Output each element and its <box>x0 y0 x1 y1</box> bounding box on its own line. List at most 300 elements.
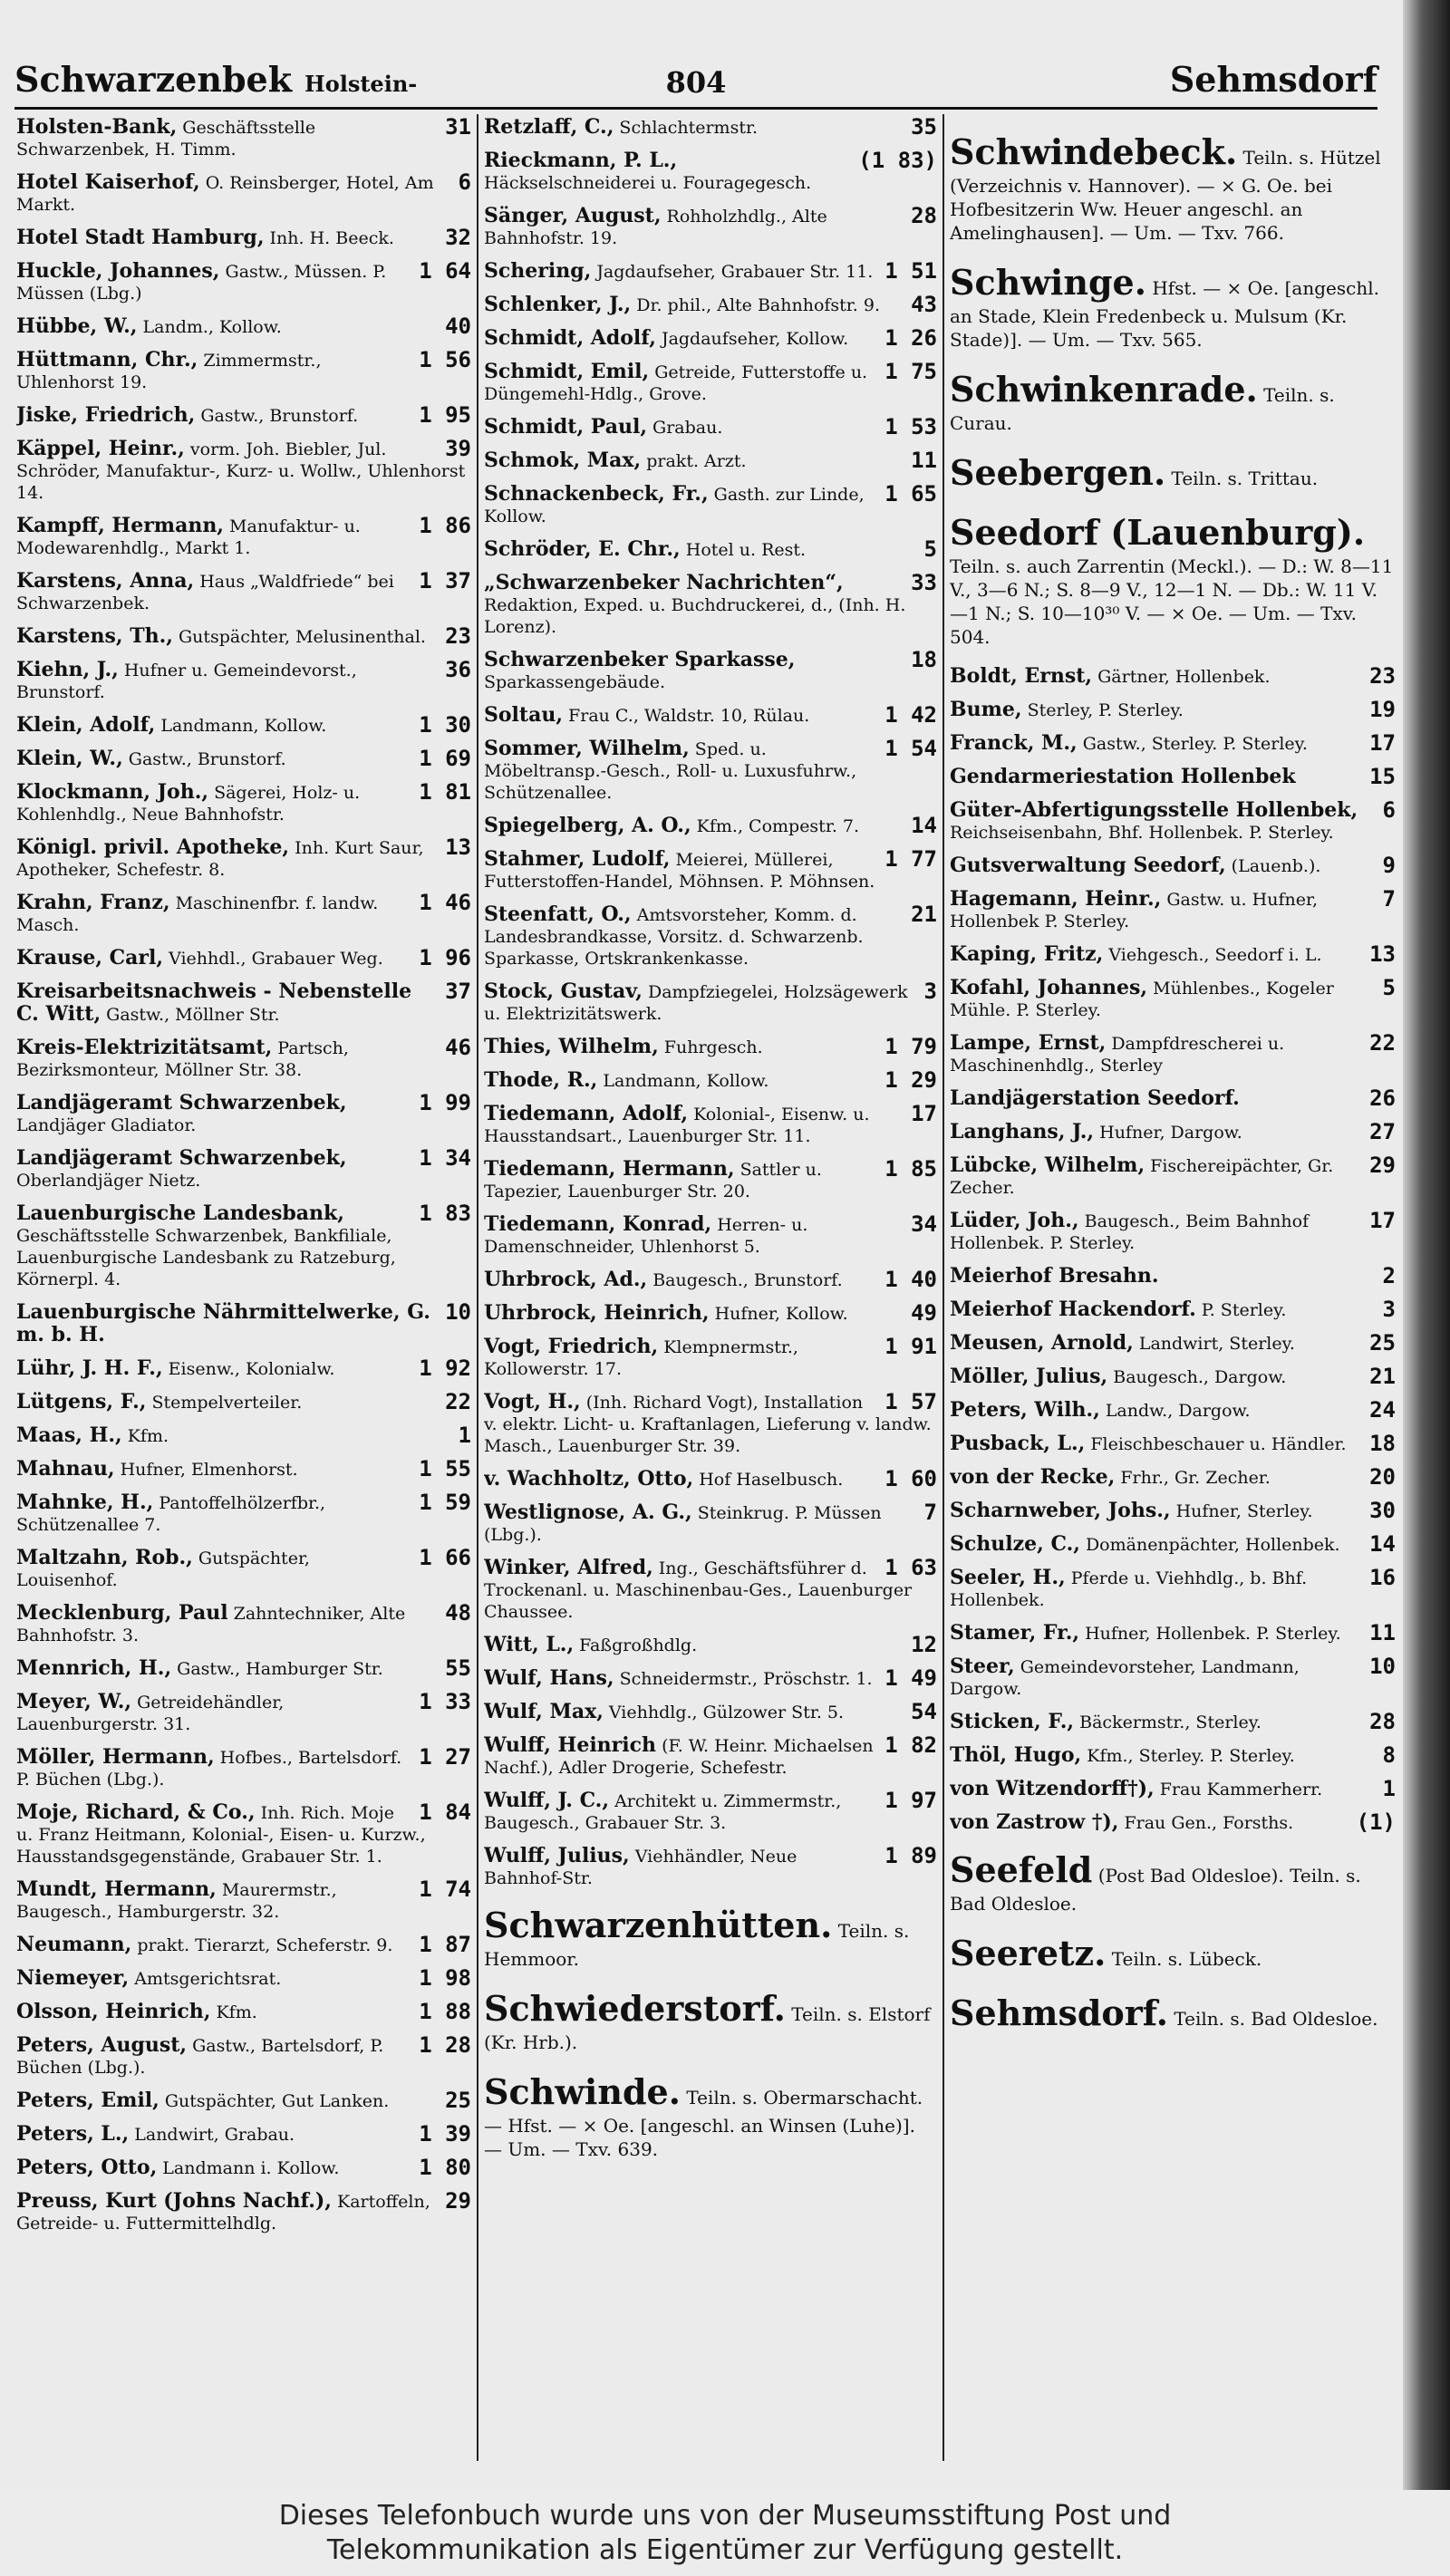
header-right-title: Sehmsdorf <box>1169 59 1378 100</box>
list-item <box>16 1801 471 1867</box>
entry-detail: Gastw., Möllner Str. <box>106 1005 280 1025</box>
entry-name: Kreisarbeitsnachweis - Nebenstelle C. Witt, <box>16 979 412 1026</box>
entry-name: Thode, R., <box>484 1068 598 1092</box>
phone-number: 18 <box>1369 1431 1396 1456</box>
entry-detail: Gutspächter, Gut Lanken. <box>164 2091 390 2111</box>
entry-detail: Meierei, Müllerei, Futterstoffen-Handel, Möhnsen. P. Möhnsen. <box>484 850 875 892</box>
entry-name: Sticken, F., <box>950 1710 1075 1733</box>
entry-detail: Partsch, Bezirksmonteur, Möllner Str. 38. <box>16 1038 349 1080</box>
list-item <box>16 1458 471 1481</box>
phone-number: 1 64 <box>419 258 471 284</box>
list-item <box>16 2089 471 2112</box>
list-item <box>16 1147 471 1192</box>
entry-name: Hübbe, W., <box>16 314 138 338</box>
entry-detail: Jagdaufseher, Kollow. <box>661 329 849 349</box>
list-item <box>950 1744 1396 1767</box>
entry-detail: Fischereipächter, Gr. Zecher. <box>950 1156 1334 1198</box>
entry-detail: Kfm. <box>127 1426 169 1446</box>
phone-number: 37 <box>445 979 471 1004</box>
phone-number: 1 33 <box>419 1689 471 1714</box>
header-left-sub: Holstein- <box>304 71 418 97</box>
list-item <box>16 438 471 504</box>
entry-detail: Getreide, Futterstoffe u. Düngemehl-Hdlg., Grove. <box>484 362 868 404</box>
entry-name: Schröder, E. Chr., <box>484 537 681 561</box>
entry-name: Meierhof Bresahn. <box>950 1264 1159 1288</box>
phone-number: 3 <box>1382 1297 1396 1322</box>
phone-number: 11 <box>911 448 937 473</box>
entry-detail: Gastw. u. Hufner, Hollenbek P. Sterley. <box>950 890 1318 931</box>
phone-number: 1 54 <box>884 736 937 761</box>
list-item <box>484 1701 937 1723</box>
entry-detail: prakt. Tierarzt, Scheferstr. 9. <box>137 1935 393 1955</box>
place-detail: Teiln. s. auch Zarrentin (Meckl.). — D.: W. 8—11 V., 3—6 N.; S. 8—9 V., 12—1 N. — Db.: W. 11 V.—1 N.; S. 10—10³⁰ V. — × Oe. — Um. — Txv. 504. <box>950 555 1394 648</box>
entry-name: Sommer, Wilhelm, <box>484 737 690 760</box>
place-detail: Teiln. s. Trittau. <box>1171 468 1319 489</box>
place-name: Schwinde. <box>484 2071 681 2112</box>
phone-number: 25 <box>445 2088 471 2113</box>
phone-number: 1 65 <box>884 481 937 507</box>
entry-detail: Bäckermstr., Sterley. <box>1079 1713 1262 1732</box>
phone-number: 1 83 <box>419 1201 471 1226</box>
phone-number: 1 95 <box>419 402 471 428</box>
entry-name: Karstens, Th., <box>16 624 173 648</box>
entry-name: Steenfatt, O., <box>484 902 632 926</box>
list-item <box>16 315 471 338</box>
phone-number: 23 <box>445 623 471 649</box>
list-item <box>950 1500 1396 1522</box>
entry-detail: Eisenw., Kolonialw. <box>168 1359 335 1379</box>
entry-name: Moje, Richard, & Co., <box>16 1800 256 1824</box>
phone-number: 1 39 <box>419 2121 471 2147</box>
place-heading-block <box>950 451 1396 495</box>
entry-detail: Dampfdrescherei u. Maschinenhdlg., Sterley <box>950 1034 1285 1076</box>
list-item <box>950 766 1396 788</box>
list-item <box>950 1365 1396 1388</box>
entry-detail: Landm., Kollow. <box>142 317 282 337</box>
entry-detail: P. Sterley. <box>1201 1300 1287 1320</box>
entry-detail: Amtsgerichtsrat. <box>134 1969 282 1989</box>
phone-number: 1 77 <box>884 846 937 872</box>
list-item <box>950 1087 1396 1110</box>
phone-number: 1 30 <box>419 712 471 738</box>
phone-number: 1 91 <box>884 1334 937 1359</box>
entry-detail: Grabau. <box>652 418 723 438</box>
place-heading-block <box>950 1848 1396 1915</box>
list-item <box>16 1491 471 1536</box>
entry-detail: Gasth. zur Linde, Kollow. <box>484 485 865 526</box>
list-item <box>950 1399 1396 1422</box>
entry-detail: Sterley, P. Sterley. <box>1027 700 1184 720</box>
entry-name: Tiedemann, Konrad, <box>484 1212 712 1236</box>
entry-detail: Dampfziegelei, Holzsägewerk u. Elektrizitätswerk. <box>484 982 908 1024</box>
phone-number: 23 <box>1369 663 1396 689</box>
phone-number: 1 79 <box>884 1034 937 1059</box>
list-item <box>484 205 937 249</box>
entry-detail: Kfm. <box>216 2002 257 2022</box>
entry-detail: Sattler u. Tapezier, Lauenburger Str. 20. <box>484 1160 822 1201</box>
phone-number: 33 <box>911 570 937 595</box>
list-item <box>484 1790 937 1834</box>
phone-number: 1 34 <box>419 1145 471 1171</box>
list-item <box>16 1602 471 1646</box>
entry-name: Schulze, C., <box>950 1532 1080 1556</box>
footer-line-1: Dieses Telefonbuch wurde uns von der Museumsstiftung Post und <box>278 2500 1172 2532</box>
list-item <box>16 1357 471 1380</box>
phone-number: 1 88 <box>419 1999 471 2024</box>
entry-detail: Faßgroßhdlg. <box>579 1635 698 1655</box>
list-item <box>16 227 471 249</box>
list-item <box>16 2034 471 2079</box>
place-name: Schwiederstorf. <box>484 1988 786 2029</box>
phone-number: 14 <box>911 813 937 838</box>
phone-number: 34 <box>911 1211 937 1237</box>
entry-detail: Baugesch., Dargow. <box>1113 1367 1287 1387</box>
phone-number: 31 <box>445 116 471 140</box>
entry-detail: Schlachtermstr. <box>619 118 758 138</box>
list-item <box>950 1622 1396 1645</box>
entry-name: Lüder, Joh., <box>950 1209 1079 1232</box>
place-heading-block <box>484 2070 937 2161</box>
entry-name: Klockmann, Joh., <box>16 780 209 804</box>
list-item <box>16 892 471 936</box>
entry-detail: Landw., Dargow. <box>1105 1401 1251 1421</box>
entry-detail: vorm. Joh. Biebler, Jul. Schröder, Manufaktur-, Kurz- u. Wollw., Uhlenhorst 14. <box>16 439 466 503</box>
entry-detail: (Lauenb.). <box>1231 856 1321 876</box>
entry-name: Tiedemann, Hermann, <box>484 1157 735 1181</box>
phone-number: 1 63 <box>884 1555 937 1580</box>
entry-name: Niemeyer, <box>16 1966 130 1990</box>
column-rule <box>477 114 478 2461</box>
list-item <box>484 449 937 472</box>
entry-name: Krahn, Franz, <box>16 891 170 914</box>
entry-name: Lauenburgische Nährmittelwerke, G. m. b. H. <box>16 1300 430 1346</box>
entry-detail: Hufner, Hollenbek. P. Sterley. <box>1085 1624 1341 1644</box>
list-item <box>950 732 1396 755</box>
entry-detail: Dr. phil., Alte Bahnhofstr. 9. <box>636 295 881 315</box>
phone-number: 11 <box>1369 1620 1396 1645</box>
list-item <box>16 2190 471 2234</box>
entry-name: Pusback, L., <box>950 1432 1086 1455</box>
entry-name: Witt, L., <box>484 1633 575 1656</box>
entry-detail: Viehhdlg., Gülzower Str. 5. <box>608 1703 845 1722</box>
entry-detail: Gutspächter, Louisenhof. <box>16 1548 310 1590</box>
entry-detail: Inh. Kurt Saur, Apotheker, Schefestr. 8. <box>16 838 424 880</box>
entry-name: Neumann, <box>16 1933 132 1956</box>
place-detail: Teiln. s. Elstorf (Kr. Hrb.). <box>484 2003 931 2053</box>
phone-number: 17 <box>1369 1208 1396 1233</box>
phone-number: 27 <box>1369 1119 1396 1144</box>
entry-detail: Gärtner, Hollenbek. <box>1097 667 1271 687</box>
entry-name: Käppel, Heinr., <box>16 437 185 460</box>
entry-name: Scharnweber, Johs., <box>950 1499 1171 1522</box>
phone-number: 6 <box>1382 797 1396 823</box>
entry-name: Schmidt, Emil, <box>484 360 650 383</box>
entry-name: Schmok, Max, <box>484 449 642 472</box>
list-item <box>950 699 1396 721</box>
list-item <box>950 943 1396 966</box>
entry-detail: Gastw., Bartelsdorf, P. Büchen (Lbg.). <box>16 2036 384 2078</box>
page-header <box>14 53 1378 110</box>
phone-number: 13 <box>1369 941 1396 967</box>
entry-detail: Baugesch., Beim Bahnhof Hollenbek. P. Sterley. <box>950 1211 1310 1253</box>
phone-number: 1 53 <box>884 414 937 439</box>
phone-number: 16 <box>1369 1565 1396 1590</box>
entry-name: Lampe, Ernst, <box>950 1031 1107 1055</box>
place-name: Sehmsdorf. <box>950 1992 1169 2033</box>
phone-number: 7 <box>1382 886 1396 912</box>
phone-number: 13 <box>445 835 471 860</box>
entry-name: Rieckmann, P. L., <box>484 149 678 172</box>
entry-detail: Hufner, Sterley. <box>1175 1501 1313 1521</box>
entry-name: Tiedemann, Adolf, <box>484 1102 689 1125</box>
list-item <box>950 977 1396 1021</box>
entry-detail: Pferde u. Viehhdlg., b. Bhf. Hollenbek. <box>950 1568 1308 1610</box>
entry-detail: Amtsvorsteher, Komm. d. Landesbrandkasse, Vorsitz. d. Schwarzenb. Sparkasse, Ortskrankenkasse. <box>484 905 864 969</box>
entry-detail: Fleischbeschauer u. Händler. <box>1090 1434 1347 1454</box>
list-item <box>484 327 937 350</box>
entry-name: Peters, L., <box>16 2122 130 2146</box>
list-item <box>16 1967 471 1990</box>
entry-detail: Häckselschneiderei u. Fouragegesch. <box>484 173 812 193</box>
list-item <box>484 903 937 970</box>
place-name: Seebergen. <box>950 452 1166 493</box>
phone-number: 1 56 <box>419 347 471 372</box>
entry-detail: Landmann i. Kollow. <box>162 2158 340 2178</box>
list-item <box>484 538 937 561</box>
list-item <box>950 1298 1396 1321</box>
list-item <box>950 1332 1396 1355</box>
phone-number: 21 <box>911 902 937 927</box>
place-heading-block <box>950 368 1396 435</box>
phone-number: 1 74 <box>419 1877 471 1902</box>
list-item <box>950 1567 1396 1611</box>
entry-detail: Mühlenbes., Kogeler Mühle. P. Sterley. <box>950 979 1334 1020</box>
place-name: Seedorf (Lauenburg). <box>950 512 1366 553</box>
place-detail: (Post Bad Oldesloe). Teiln. s. Bad Oldesloe. <box>950 1865 1361 1915</box>
list-item <box>950 1154 1396 1199</box>
phone-number: 18 <box>911 647 937 672</box>
list-item <box>484 704 937 727</box>
phone-number: 25 <box>1369 1330 1396 1356</box>
entry-detail: Jagdaufseher, Grabauer Str. 11. <box>596 262 874 282</box>
entry-name: Schmidt, Paul, <box>484 415 647 439</box>
phone-number: 1 99 <box>419 1090 471 1115</box>
list-item <box>16 1934 471 1956</box>
list-item <box>16 1691 471 1735</box>
list-item <box>484 1103 937 1147</box>
entry-name: Olsson, Heinrich, <box>16 2000 211 2023</box>
page-number: 804 <box>665 65 727 100</box>
place-detail: Teiln. s. Hemmoor. <box>484 1920 910 1970</box>
entry-name: Gendarmeriestation Hollenbek <box>950 765 1296 788</box>
list-item <box>950 1032 1396 1076</box>
list-item <box>950 1655 1396 1700</box>
entry-detail: (F. W. Heinr. Michaelsen Nachf.), Adler Drogerie, Schefestr. <box>484 1736 874 1778</box>
entry-name: Wulff, Julius, <box>484 1844 630 1867</box>
phone-number: 32 <box>445 225 471 250</box>
entry-name: Kiehn, J., <box>16 658 119 681</box>
phone-number: 36 <box>445 657 471 682</box>
phone-number: 22 <box>445 1389 471 1414</box>
entry-name: Spiegelberg, A. O., <box>484 814 691 837</box>
entry-detail: Viehgesch., Seedorf i. L. <box>1108 945 1322 965</box>
place-name: Seeretz. <box>950 1933 1107 1973</box>
entry-name: Stamer, Fr., <box>950 1621 1080 1645</box>
list-item <box>16 625 471 648</box>
entry-name: Huckle, Johannes, <box>16 259 220 283</box>
entry-detail: O. Reinsberger, Hotel, Am Markt. <box>16 173 434 215</box>
phone-number: 3 <box>923 979 937 1004</box>
column-2 <box>484 116 937 2472</box>
list-item <box>950 1210 1396 1254</box>
entry-name: Uhrbrock, Ad., <box>484 1268 648 1291</box>
list-item <box>16 1202 471 1290</box>
entry-name: Langhans, J., <box>950 1120 1095 1143</box>
list-item <box>484 1634 937 1656</box>
list-item <box>16 349 471 393</box>
list-item <box>16 404 471 427</box>
entry-name: Peters, Emil, <box>16 2089 160 2112</box>
entry-detail: Haus „Waldfriede“ bei Schwarzenbek. <box>16 572 394 613</box>
list-item <box>484 1667 937 1690</box>
entry-name: Peters, Wilh., <box>950 1398 1100 1422</box>
entry-name: Seeler, H., <box>950 1566 1066 1589</box>
place-name: Seefeld <box>950 1849 1093 1890</box>
phone-number: 14 <box>1369 1531 1396 1557</box>
list-item <box>950 888 1396 932</box>
list-item <box>16 1547 471 1591</box>
entry-detail: Zahntechniker, Alte Bahnhofstr. 3. <box>16 1604 406 1645</box>
entry-name: Hotel Stadt Hamburg, <box>16 226 265 249</box>
phone-number: 1 27 <box>419 1744 471 1770</box>
column-rule <box>942 114 944 2461</box>
list-item <box>484 980 937 1025</box>
entry-name: von Witzendorff†), <box>950 1777 1155 1800</box>
phone-number: 54 <box>911 1699 937 1724</box>
list-item <box>484 1845 937 1889</box>
phone-number: 1 51 <box>884 258 937 284</box>
entry-name: Preuss, Kurt (Johns Nachf.), <box>16 2189 332 2213</box>
place-detail: Teiln. s. Obermarschacht. — Hfst. — × Oe. [angeschl. an Winsen (Luhe)]. — Um. — Txv. 639. <box>484 2087 923 2160</box>
phone-number: 43 <box>911 292 937 317</box>
phone-number: 1 55 <box>419 1456 471 1481</box>
entry-detail: Getreidehändler, Lauenburgerstr. 31. <box>16 1693 285 1734</box>
entry-detail: Hufner, Dargow. <box>1099 1123 1242 1143</box>
phone-number: 2 <box>1382 1263 1396 1288</box>
entry-name: Thies, Wilhelm, <box>484 1035 659 1058</box>
header-left-title: Schwarzenbek <box>14 59 293 100</box>
entry-name: Uhrbrock, Heinrich, <box>484 1301 710 1325</box>
entry-name: Mahnke, H., <box>16 1491 154 1514</box>
list-item <box>484 815 937 837</box>
phone-number: 1 87 <box>419 1932 471 1957</box>
place-name: Schwindebeck. <box>950 131 1238 172</box>
phone-number: 1 85 <box>884 1156 937 1182</box>
list-item <box>16 781 471 825</box>
entry-detail: Inh. Rich. Moje u. Franz Heitmann, Kolonial-, Eisen- u. Kurzw., Hausstandsgegenstände, Grabauer Str. 1. <box>16 1803 426 1867</box>
entry-name: Krause, Carl, <box>16 946 164 970</box>
list-item <box>950 1811 1396 1834</box>
list-item <box>484 738 937 804</box>
entry-detail: Frau Gen., Forsths. <box>1124 1813 1294 1833</box>
list-item <box>484 1302 937 1325</box>
phone-number: 39 <box>445 436 471 461</box>
phone-number: 15 <box>1369 764 1396 789</box>
list-item <box>484 1158 937 1202</box>
entry-detail: Landmann, Kollow. <box>603 1071 769 1091</box>
entry-name: Stock, Gustav, <box>484 979 643 1003</box>
phone-number: 40 <box>445 314 471 339</box>
list-item <box>16 1391 471 1413</box>
phone-number: 1 89 <box>884 1843 937 1868</box>
phone-number: 1 80 <box>419 2155 471 2180</box>
phone-number: 20 <box>1369 1464 1396 1490</box>
phone-number: 21 <box>1369 1364 1396 1389</box>
entry-name: Kaping, Fritz, <box>950 942 1104 966</box>
entry-name: Westlignose, A. G., <box>484 1500 692 1524</box>
place-detail: Teiln. s. Curau. <box>950 384 1335 434</box>
entry-name: Wulff, Heinrich <box>484 1733 657 1757</box>
entry-detail: Landjäger Gladiator. <box>16 1115 197 1135</box>
entry-name: Schnackenbeck, Fr., <box>484 482 709 506</box>
entry-detail: Rohholzhdlg., Alte Bahnhofstr. 19. <box>484 207 827 248</box>
entry-name: Maas, H., <box>16 1423 122 1447</box>
entry-detail: Frhr., Gr. Zecher. <box>1120 1468 1271 1488</box>
entry-name: Steer, <box>950 1655 1015 1678</box>
entry-detail: Viehhändler, Neue Bahnhof-Str. <box>484 1847 798 1888</box>
phone-number: 28 <box>1369 1709 1396 1734</box>
phone-number: 22 <box>1369 1030 1396 1056</box>
entry-detail: Geschäftsstelle Schwarzenbek, Bankfiliale, Lauenburgische Landesbank zu Ratzeburg, Körnerpl. 4. <box>16 1226 396 1289</box>
entry-detail: Gastw., Brunstorf. <box>200 406 359 426</box>
entry-name: Hüttmann, Chr., <box>16 348 198 371</box>
list-item <box>16 1424 471 1447</box>
list-item <box>16 2156 471 2179</box>
phone-number: 1 82 <box>884 1732 937 1758</box>
list-item <box>484 572 937 638</box>
phone-number: 5 <box>1382 975 1396 1000</box>
phone-number: 1 81 <box>419 779 471 805</box>
list-item <box>484 483 937 527</box>
entry-name: Meierhof Hackendorf. <box>950 1298 1196 1321</box>
entry-detail: Maschinenfbr. f. landw. Masch. <box>16 893 379 935</box>
entry-name: Schwarzenbeker Sparkasse, <box>484 648 796 671</box>
phone-number: 1 42 <box>884 702 937 728</box>
list-item <box>484 1036 937 1058</box>
entry-detail: Zimmermstr., Uhlenhorst 19. <box>16 351 322 392</box>
entry-name: Holsten-Bank, <box>16 116 178 139</box>
entry-detail: Frau Kammerherr. <box>1159 1780 1323 1799</box>
entry-detail: Landwirt, Sterley. <box>1138 1334 1295 1354</box>
entry-name: Peters, Otto, <box>16 2156 158 2179</box>
entry-detail: Kartoffeln, Getreide- u. Futtermittelhdlg. <box>16 2192 430 2233</box>
entry-name: Karstens, Anna, <box>16 569 195 593</box>
list-item <box>484 1213 937 1258</box>
entry-name: Mundt, Hermann, <box>16 1877 217 1901</box>
entry-name: von Zastrow †), <box>950 1810 1119 1834</box>
phone-number: 5 <box>923 536 937 562</box>
entry-name: Franck, M., <box>950 731 1078 755</box>
phone-number: 1 28 <box>419 2032 471 2058</box>
entry-name: v. Wachholtz, Otto, <box>484 1467 694 1491</box>
phone-number: 55 <box>445 1655 471 1681</box>
entry-name: Kofahl, Johannes, <box>950 976 1148 999</box>
entry-name: Lübcke, Wilhelm, <box>950 1153 1146 1177</box>
entry-detail: Fuhrgesch. <box>663 1037 763 1057</box>
phone-number: 1 60 <box>884 1466 937 1491</box>
place-detail: Teiln. s. Hützel (Verzeichnis v. Hannover). — × G. Oe. bei Hofbesitzerin Ww. Heuer angeschl. an Amelinghausen]. — Um. — Txv. 766. <box>950 147 1381 244</box>
phone-number: 29 <box>1369 1153 1396 1178</box>
